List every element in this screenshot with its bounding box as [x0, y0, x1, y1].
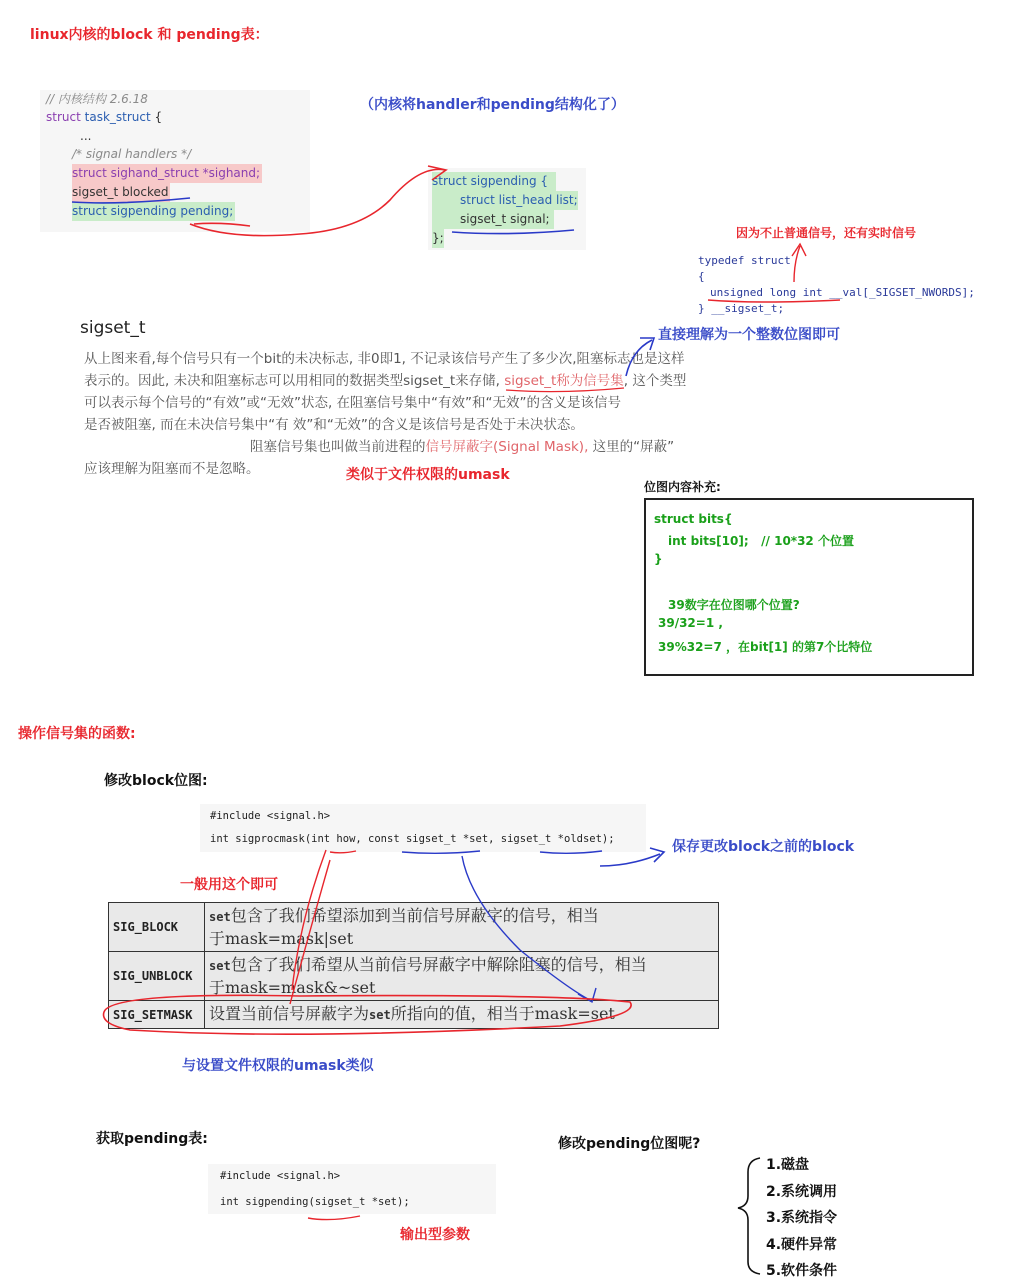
list-item: 1.磁盘: [766, 1157, 810, 1173]
code-sigprocmask-proto: int sigprocmask(int how, const sigset_t *set, sigset_t *oldset);: [210, 833, 615, 845]
bitmap-line-1: struct bits{: [654, 512, 733, 526]
paragraph-line-5: 阻塞信号集也叫做当前进程的信号屏蔽字(Signal Mask), 这里的“屏蔽”: [250, 439, 675, 455]
common-note: 一般用这个即可: [180, 877, 278, 893]
handler-note: （内核将handler和pending结构化了）: [360, 97, 625, 113]
red-arrowhead: [428, 166, 446, 180]
umask-similar-note: 与设置文件权限的umask类似: [182, 1058, 374, 1074]
code-sigpending-line3: sigset_t signal;: [432, 210, 554, 229]
paragraph-line-6: 应该理解为阻塞而不是忽略。: [84, 461, 260, 477]
red-connector-curve: [190, 169, 445, 235]
bitmap-line-4: 39数字在位图哪个位置?: [668, 598, 800, 612]
oldset-note: 保存更改block之前的block: [672, 839, 855, 855]
blue-connector-curve: [462, 856, 590, 1000]
blue-underline: [402, 851, 480, 853]
bitmap-line-5: 39/32=1 ,: [658, 616, 723, 630]
code-comment-version: // 内核结构 2.6.18: [46, 92, 148, 106]
code-pending-line: struct sigpending pending;: [72, 202, 235, 221]
blue-underline: [540, 851, 602, 853]
ops-title: 操作信号集的函数:: [18, 726, 136, 742]
bitmap-line-2: int bits[10]; // 10*32 个位置: [668, 534, 854, 548]
code-include-signal: #include <signal.h>: [210, 810, 331, 822]
code-include-signal-2: #include <signal.h>: [220, 1170, 341, 1182]
sig-name-cell: SIG_BLOCK: [109, 903, 205, 952]
code-sigpending-line2: struct list_head list;: [432, 191, 578, 210]
code-sigpending-line1: struct sigpending {: [432, 172, 556, 191]
sig-name-cell: SIG_SETMASK: [109, 1001, 205, 1029]
list-item: 4.硬件异常: [766, 1236, 838, 1253]
red-underline: [194, 223, 250, 226]
modify-block-title: 修改block位图:: [104, 773, 208, 789]
code-sigpending-proto: int sigpending(sigset_t *set);: [220, 1196, 410, 1208]
umask-note: 类似于文件权限的umask: [346, 467, 510, 483]
red-connector-line: [292, 850, 326, 990]
code-typedef-line4: } __sigset_t;: [698, 302, 785, 315]
code-typedef-line3: unsigned long int __val[_SIGSET_NWORDS];: [710, 286, 975, 299]
blue-arrow: [600, 854, 660, 866]
list-item: 2.系统调用: [766, 1183, 838, 1200]
red-underline: [308, 1216, 360, 1220]
code-ellipsis: ...: [80, 129, 92, 143]
bitmap-line-3: }: [654, 552, 663, 566]
curly-brace: [738, 1158, 760, 1274]
paragraph-line-4: 是否被阻塞, 而在未决信号集中“有 效”和“无效”的含义是该信号是否处于未决状态。: [84, 417, 584, 433]
sig-name-cell: SIG_UNBLOCK: [109, 952, 205, 1001]
bitmap-note: 直接理解为一个整数位图即可: [658, 327, 840, 343]
red-underline: [506, 388, 624, 392]
list-item: 5.软件条件: [766, 1263, 838, 1279]
paragraph-line-3: 可以表示每个信号的“有效”或“无效”状态, 在阻塞信号集中“有效”和“无效”的含义是该信号: [84, 395, 622, 411]
modify-pending-title: 修改pending位图呢?: [558, 1136, 701, 1152]
code-task-struct-line: struct task_struct {: [46, 110, 163, 124]
paragraph-line-1: 从上图来看,每个信号只有一个bit的未决标志, 非0即1, 不记录该信号产生了多少次,阻塞标志也是这样: [84, 351, 685, 367]
code-sigpending-line4: };: [432, 229, 444, 248]
sig-desc-cell: set包含了我们希望添加到当前信号屏蔽字的信号，相当 于mask=mask|set: [205, 903, 719, 952]
red-circle: [104, 995, 632, 1034]
list-item: 3.系统指令: [766, 1210, 838, 1226]
code-typedef-line1: typedef struct: [698, 254, 791, 267]
sigset-heading: sigset_t: [80, 318, 146, 338]
red-connector-line: [290, 860, 330, 1004]
get-pending-title: 获取pending表:: [96, 1131, 208, 1147]
red-underline: [708, 300, 840, 302]
sig-desc-cell: 设置当前信号屏蔽字为set所指向的值，相当于mask=set: [205, 1001, 719, 1029]
blue-arrow: [626, 340, 652, 376]
code-comment-handlers: /* signal handlers */: [72, 147, 192, 161]
output-param-note: 输出型参数: [400, 1227, 470, 1243]
bitmap-supplement-title: 位图内容补充:: [644, 480, 721, 494]
typedef-note: 因为不止普通信号，还有实时信号: [736, 226, 917, 240]
blue-underline: [452, 230, 574, 234]
red-underline: [330, 851, 356, 853]
code-sighand-line: struct sighand_struct *sighand;: [72, 164, 262, 183]
sig-desc-cell: set包含了我们希望从当前信号屏蔽字中解除阻塞的信号，相当 于mask=mask&~set: [205, 952, 719, 1001]
blue-arrowhead: [640, 338, 654, 350]
page-title: linux内核的block 和 pending表：: [30, 27, 269, 43]
code-blocked-line: sigset_t blocked: [72, 183, 170, 202]
bitmap-line-6: 39%32=7 ，在bit[1] 的第7个比特位: [658, 640, 873, 654]
paragraph-line-2: 表示的。因此, 未决和阻塞标志可以用相同的数据类型sigset_t来存储, sigset_t称为信号集, 这个类型: [84, 373, 687, 389]
blue-underline: [72, 198, 190, 203]
code-typedef-line2: {: [698, 270, 705, 283]
